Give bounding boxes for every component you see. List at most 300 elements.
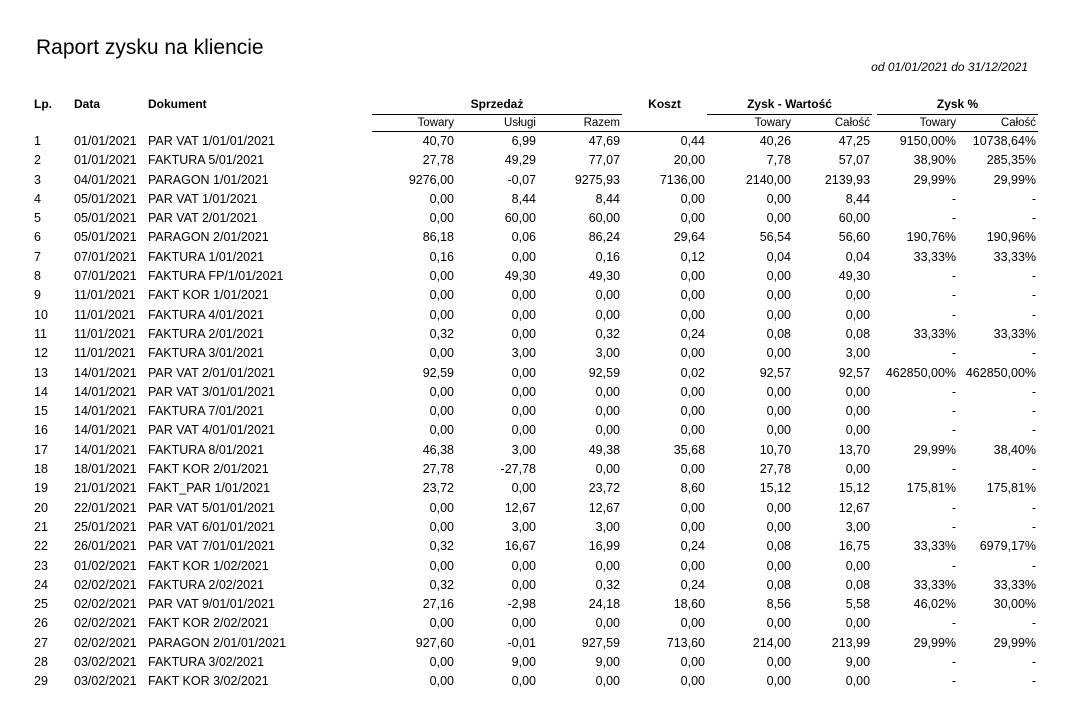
row-sales-goods: 46,38 xyxy=(422,442,454,457)
row-percent-goods: 33,33% xyxy=(913,326,957,341)
row-sales-goods: 23,72 xyxy=(422,481,454,496)
table-row xyxy=(32,151,1038,170)
row-date: 11/01/2021 xyxy=(74,307,136,322)
report-title: Raport zysku na kliencie xyxy=(36,36,264,59)
row-profit-total: 0,00 xyxy=(845,674,871,689)
row-sales-total: 8,44 xyxy=(595,191,621,206)
row-lp: 21 xyxy=(34,519,48,534)
row-profit-goods: 0,08 xyxy=(766,539,792,554)
row-profit-goods: 15,12 xyxy=(759,481,792,496)
row-percent-total: - xyxy=(1031,558,1037,573)
row-percent-total: - xyxy=(1031,307,1037,322)
row-profit-goods: 56,54 xyxy=(759,230,792,245)
row-profit-total: 0,04 xyxy=(845,249,871,264)
row-lp: 29 xyxy=(34,674,48,689)
sales-services-header: Usługi xyxy=(456,115,538,132)
row-percent-total: - xyxy=(1031,288,1037,303)
table-row xyxy=(32,479,1038,498)
row-cost: 0,00 xyxy=(680,211,706,226)
table-row xyxy=(32,383,1038,402)
row-percent-total: 6979,17% xyxy=(979,539,1037,554)
row-sales-services: 6,99 xyxy=(511,134,536,148)
row-date: 05/01/2021 xyxy=(74,191,137,206)
row-document: PAR VAT 4/01/01/2021 xyxy=(148,423,275,438)
row-sales-total: 0,00 xyxy=(595,462,621,477)
row-percent-total: 10738,64% xyxy=(972,134,1037,148)
row-cost: 0,24 xyxy=(680,539,706,554)
row-lp: 20 xyxy=(34,500,48,515)
row-sales-services: 12,67 xyxy=(504,500,536,515)
row-document: FAKT KOR 1/01/2021 xyxy=(148,288,269,303)
row-date: 18/01/2021 xyxy=(74,462,137,477)
row-cost: 0,00 xyxy=(680,288,706,303)
row-profit-total: 3,00 xyxy=(845,346,871,361)
row-document: FAKTURA 2/02/2021 xyxy=(148,577,265,592)
row-cost: 0,24 xyxy=(680,326,706,341)
percent-goods-header: Towary xyxy=(877,115,958,132)
row-profit-goods: 0,00 xyxy=(766,616,792,631)
table-row xyxy=(32,595,1038,614)
row-document: FAKTURA 4/01/2021 xyxy=(148,307,265,322)
row-date: 02/02/2021 xyxy=(74,616,137,631)
row-profit-total: 0,08 xyxy=(845,326,871,341)
row-sales-goods: 0,00 xyxy=(429,616,454,631)
row-percent-goods: 29,99% xyxy=(913,635,957,650)
row-percent-goods: - xyxy=(951,211,957,226)
row-percent-total: - xyxy=(1031,191,1037,206)
row-profit-goods: 0,00 xyxy=(766,674,792,689)
row-percent-goods: - xyxy=(951,655,957,670)
row-percent-goods: - xyxy=(951,346,957,361)
row-sales-goods: 927,60 xyxy=(415,635,454,650)
row-cost: 0,00 xyxy=(680,269,706,284)
row-sales-total: 49,30 xyxy=(588,269,621,284)
row-profit-goods: 0,00 xyxy=(766,384,792,399)
row-sales-total: 9,00 xyxy=(595,655,621,670)
row-percent-goods: - xyxy=(951,462,957,477)
row-percent-total: - xyxy=(1031,519,1037,534)
row-profit-goods: 40,26 xyxy=(759,134,792,148)
row-percent-goods: - xyxy=(951,500,957,515)
row-sales-total: 3,00 xyxy=(595,346,621,361)
table-row xyxy=(32,325,1038,344)
row-sales-total: 60,00 xyxy=(588,211,621,226)
row-lp: 28 xyxy=(34,655,48,670)
col-document-header: Dokument xyxy=(148,97,207,111)
row-percent-goods: - xyxy=(951,269,957,284)
row-sales-total: 92,59 xyxy=(588,365,621,380)
row-profit-total: 0,00 xyxy=(845,307,871,322)
row-document: PAR VAT 2/01/01/2021 xyxy=(148,365,275,380)
row-document: PARAGON 2/01/2021 xyxy=(148,230,269,245)
row-sales-goods: 27,78 xyxy=(422,153,454,168)
row-profit-goods: 2140,00 xyxy=(745,172,792,187)
row-cost: 0,24 xyxy=(680,577,706,592)
row-sales-services: 0,00 xyxy=(511,674,536,689)
profit-value-group-header: Zysk - Wartość xyxy=(707,94,872,115)
row-sales-services: 49,30 xyxy=(504,269,536,284)
table-row xyxy=(32,190,1038,209)
row-document: FAKTURA 2/01/2021 xyxy=(148,326,265,341)
profit-percent-group-header: Zysk % xyxy=(877,94,1038,115)
row-sales-total: 77,07 xyxy=(588,153,621,168)
row-cost: 0,00 xyxy=(680,519,706,534)
row-percent-total: 33,33% xyxy=(993,577,1037,592)
row-sales-total: 0,32 xyxy=(595,577,621,592)
row-profit-goods: 0,00 xyxy=(766,500,792,515)
row-percent-total: 285,35% xyxy=(986,153,1037,168)
row-date: 14/01/2021 xyxy=(74,404,137,419)
row-profit-total: 2139,93 xyxy=(824,172,871,187)
row-profit-goods: 0,00 xyxy=(766,423,792,438)
row-percent-goods: 38,90% xyxy=(913,153,957,168)
row-cost: 0,02 xyxy=(680,365,706,380)
row-date: 22/01/2021 xyxy=(74,500,137,515)
row-document: FAKT KOR 3/02/2021 xyxy=(148,674,269,689)
row-lp: 24 xyxy=(34,577,48,592)
row-sales-goods: 0,00 xyxy=(429,191,454,206)
row-document: PARAGON 2/01/01/2021 xyxy=(148,635,287,650)
row-date: 02/02/2021 xyxy=(74,635,137,650)
row-profit-total: 57,07 xyxy=(838,153,871,168)
row-date: 05/01/2021 xyxy=(74,211,137,226)
row-lp: 27 xyxy=(34,635,48,650)
row-percent-goods: - xyxy=(951,384,957,399)
row-lp: 6 xyxy=(34,230,41,245)
sales-group-header: Sprzedaż xyxy=(372,94,622,115)
table-row xyxy=(32,653,1038,672)
table-row xyxy=(32,518,1038,537)
row-percent-goods: 190,76% xyxy=(906,230,957,245)
row-sales-goods: 0,00 xyxy=(429,674,454,689)
row-profit-goods: 7,78 xyxy=(766,153,792,168)
row-document: FAKT KOR 1/02/2021 xyxy=(148,558,269,573)
row-date: 04/01/2021 xyxy=(74,172,137,187)
row-percent-goods: 46,02% xyxy=(913,597,957,612)
row-document: FAKTURA 5/01/2021 xyxy=(148,153,265,168)
row-percent-goods: 462850,00% xyxy=(885,365,957,380)
row-lp: 5 xyxy=(34,211,41,226)
cost-header: Koszt xyxy=(648,97,681,111)
row-profit-total: 0,00 xyxy=(845,384,871,399)
row-sales-services: 0,00 xyxy=(511,577,536,592)
row-sales-goods: 27,78 xyxy=(422,462,454,477)
row-sales-goods: 0,32 xyxy=(429,326,454,341)
report-period: od 01/01/2021 do 31/12/2021 xyxy=(871,60,1028,74)
row-date: 01/02/2021 xyxy=(74,558,137,573)
row-profit-goods: 0,00 xyxy=(766,191,792,206)
table-row xyxy=(32,267,1038,286)
row-lp: 14 xyxy=(34,384,48,399)
sales-total-header: Razem xyxy=(538,115,622,132)
row-document: PAR VAT 2/01/2021 xyxy=(148,211,258,226)
row-profit-total: 12,67 xyxy=(838,500,871,515)
row-document: FAKT_PAR 1/01/2021 xyxy=(148,481,271,496)
row-cost: 0,00 xyxy=(680,346,706,361)
row-percent-total: 175,81% xyxy=(986,481,1037,496)
table-row xyxy=(32,209,1038,228)
row-sales-goods: 86,18 xyxy=(422,230,454,245)
row-profit-goods: 0,00 xyxy=(766,655,792,670)
profit-goods-header: Towary xyxy=(707,115,793,132)
row-lp: 2 xyxy=(34,153,41,168)
row-profit-total: 5,58 xyxy=(845,597,871,612)
row-percent-total: 29,99% xyxy=(993,172,1037,187)
table-row xyxy=(32,614,1038,633)
row-percent-total: 38,40% xyxy=(993,442,1037,457)
row-percent-goods: 9150,00% xyxy=(899,134,957,148)
col-lp-header: Lp. xyxy=(34,97,52,111)
percent-total-header: Całość xyxy=(958,115,1038,132)
row-sales-total: 0,00 xyxy=(595,423,621,438)
row-sales-services: 60,00 xyxy=(504,211,536,226)
row-profit-total: 0,00 xyxy=(845,423,871,438)
row-sales-services: -27,78 xyxy=(500,462,536,477)
row-date: 14/01/2021 xyxy=(74,423,137,438)
row-sales-services: 3,00 xyxy=(511,442,536,457)
row-sales-total: 0,16 xyxy=(595,249,621,264)
row-profit-total: 0,08 xyxy=(845,577,871,592)
row-percent-total: - xyxy=(1031,404,1037,419)
row-sales-services: 0,00 xyxy=(511,384,536,399)
row-profit-total: 3,00 xyxy=(845,519,871,534)
row-cost: 0,00 xyxy=(680,307,706,322)
table-row xyxy=(32,402,1038,421)
table-row xyxy=(32,364,1038,383)
row-cost: 0,00 xyxy=(680,404,706,419)
row-document: PAR VAT 3/01/01/2021 xyxy=(148,384,275,399)
row-sales-services: -2,98 xyxy=(507,597,536,612)
row-sales-total: 23,72 xyxy=(588,481,621,496)
row-cost: 0,44 xyxy=(680,134,706,148)
profit-total-header: Całość xyxy=(793,115,872,132)
row-sales-services: 0,06 xyxy=(511,230,536,245)
row-profit-total: 213,99 xyxy=(831,635,871,650)
row-document: PAR VAT 1/01/2021 xyxy=(148,191,258,206)
cost-subheader xyxy=(622,115,707,132)
table-row xyxy=(32,634,1038,653)
row-lp: 26 xyxy=(34,616,48,631)
row-sales-services: 0,00 xyxy=(511,481,536,496)
row-lp: 7 xyxy=(34,249,41,264)
row-percent-goods: - xyxy=(951,558,957,573)
row-sales-total: 0,00 xyxy=(595,384,621,399)
row-sales-goods: 0,00 xyxy=(429,307,454,322)
row-sales-total: 12,67 xyxy=(588,500,621,515)
row-percent-goods: - xyxy=(951,307,957,322)
row-date: 14/01/2021 xyxy=(74,442,137,457)
row-lp: 18 xyxy=(34,462,48,477)
row-sales-goods: 0,00 xyxy=(429,269,454,284)
row-date: 07/01/2021 xyxy=(74,269,137,284)
row-profit-goods: 0,00 xyxy=(766,346,792,361)
row-profit-total: 8,44 xyxy=(845,191,871,206)
row-lp: 22 xyxy=(34,539,48,554)
row-profit-total: 60,00 xyxy=(838,211,871,226)
row-document: PAR VAT 6/01/01/2021 xyxy=(148,519,275,534)
report-table xyxy=(32,94,1038,692)
row-document: FAKTURA 1/01/2021 xyxy=(148,249,265,264)
row-profit-total: 9,00 xyxy=(845,655,871,670)
row-document: FAKT KOR 2/01/2021 xyxy=(148,462,269,477)
row-profit-total: 0,00 xyxy=(845,616,871,631)
row-cost: 0,00 xyxy=(680,191,706,206)
row-percent-total: - xyxy=(1031,500,1037,515)
row-profit-total: 0,00 xyxy=(845,462,871,477)
row-sales-goods: 0,00 xyxy=(429,655,454,670)
row-profit-total: 0,00 xyxy=(845,288,871,303)
row-sales-total: 0,00 xyxy=(595,288,621,303)
row-percent-total: - xyxy=(1031,384,1037,399)
row-profit-total: 47,25 xyxy=(838,134,871,148)
col-date-header: Data xyxy=(74,97,101,111)
row-cost: 0,00 xyxy=(680,500,706,515)
row-cost: 18,60 xyxy=(673,597,706,612)
table-row xyxy=(32,286,1038,305)
row-percent-total: 190,96% xyxy=(986,230,1037,245)
row-sales-services: 0,00 xyxy=(511,423,536,438)
row-sales-goods: 0,00 xyxy=(429,519,454,534)
row-percent-total: 33,33% xyxy=(993,249,1037,264)
row-date: 03/02/2021 xyxy=(74,655,137,670)
row-sales-goods: 27,16 xyxy=(422,597,454,612)
row-sales-total: 24,18 xyxy=(588,597,621,612)
row-percent-goods: - xyxy=(951,404,957,419)
row-cost: 0,00 xyxy=(680,616,706,631)
row-sales-services: 0,00 xyxy=(511,249,536,264)
row-document: PAR VAT 5/01/01/2021 xyxy=(148,500,275,515)
row-sales-goods: 92,59 xyxy=(422,365,454,380)
row-sales-total: 0,00 xyxy=(595,558,621,573)
row-percent-total: - xyxy=(1031,655,1037,670)
row-lp: 23 xyxy=(34,558,48,573)
row-percent-goods: - xyxy=(951,288,957,303)
row-percent-total: - xyxy=(1031,462,1037,477)
row-cost: 8,60 xyxy=(680,481,706,496)
row-document: FAKTURA 3/01/2021 xyxy=(148,346,265,361)
row-sales-goods: 0,00 xyxy=(429,211,454,226)
row-date: 01/01/2021 xyxy=(74,153,137,168)
row-date: 05/01/2021 xyxy=(74,230,137,245)
row-document: FAKTURA 3/02/2021 xyxy=(148,655,265,670)
row-sales-total: 47,69 xyxy=(588,134,621,148)
row-date: 11/01/2021 xyxy=(74,288,136,303)
row-sales-services: 0,00 xyxy=(511,288,536,303)
row-cost: 29,64 xyxy=(673,230,706,245)
row-sales-services: 0,00 xyxy=(511,404,536,419)
row-sales-total: 9275,93 xyxy=(574,172,621,187)
row-percent-goods: - xyxy=(951,423,957,438)
row-date: 26/01/2021 xyxy=(74,539,137,554)
row-profit-goods: 0,00 xyxy=(766,519,792,534)
row-sales-goods: 0,00 xyxy=(429,404,454,419)
row-percent-goods: 29,99% xyxy=(913,172,957,187)
sales-goods-header: Towary xyxy=(372,115,456,132)
row-profit-goods: 92,57 xyxy=(759,365,792,380)
row-document: FAKTURA FP/1/01/2021 xyxy=(148,269,284,284)
row-sales-total: 0,32 xyxy=(595,326,621,341)
row-sales-total: 0,00 xyxy=(595,307,621,322)
row-cost: 7136,00 xyxy=(659,172,706,187)
row-profit-total: 0,00 xyxy=(845,558,871,573)
row-sales-goods: 0,00 xyxy=(429,423,454,438)
row-cost: 0,00 xyxy=(680,655,706,670)
row-profit-goods: 0,00 xyxy=(766,307,792,322)
row-percent-total: - xyxy=(1031,211,1037,226)
row-sales-goods: 0,32 xyxy=(429,539,454,554)
row-sales-services: -0,01 xyxy=(507,635,536,650)
row-profit-total: 13,70 xyxy=(838,442,871,457)
row-document: FAKTURA 8/01/2021 xyxy=(148,442,265,457)
row-date: 02/02/2021 xyxy=(74,597,137,612)
row-percent-goods: 33,33% xyxy=(913,249,957,264)
row-profit-goods: 0,00 xyxy=(766,404,792,419)
row-lp: 13 xyxy=(34,365,48,380)
header-row xyxy=(32,94,1038,115)
row-cost: 0,12 xyxy=(680,249,706,264)
table-row xyxy=(32,248,1038,267)
table-row xyxy=(32,441,1038,460)
row-percent-total: - xyxy=(1031,616,1037,631)
row-profit-goods: 0,00 xyxy=(766,288,792,303)
table-row xyxy=(32,557,1038,576)
row-sales-total: 3,00 xyxy=(595,519,621,534)
row-date: 01/01/2021 xyxy=(74,133,137,148)
row-lp: 11 xyxy=(34,326,47,341)
row-cost: 35,68 xyxy=(673,442,706,457)
row-lp: 9 xyxy=(34,288,41,303)
row-document: PAR VAT 9/01/01/2021 xyxy=(148,597,275,612)
row-sales-total: 0,00 xyxy=(595,674,621,689)
row-profit-goods: 27,78 xyxy=(759,462,792,477)
row-cost: 713,60 xyxy=(666,635,706,650)
table-row xyxy=(32,537,1038,556)
row-percent-total: 30,00% xyxy=(993,597,1037,612)
row-profit-goods: 8,56 xyxy=(766,597,792,612)
row-sales-services: 0,00 xyxy=(511,616,536,631)
row-sales-goods: 0,32 xyxy=(429,577,454,592)
row-document: FAKT KOR 2/02/2021 xyxy=(148,616,269,631)
row-percent-total: 33,33% xyxy=(993,326,1037,341)
row-cost: 0,00 xyxy=(680,462,706,477)
row-sales-services: 0,00 xyxy=(511,307,536,322)
table-row xyxy=(32,344,1038,363)
row-profit-goods: 0,08 xyxy=(766,577,792,592)
row-sales-goods: 0,00 xyxy=(429,500,454,515)
row-date: 11/01/2021 xyxy=(74,326,136,341)
row-sales-goods: 40,70 xyxy=(422,134,454,148)
row-profit-goods: 0,08 xyxy=(766,326,792,341)
row-cost: 20,00 xyxy=(673,153,706,168)
row-sales-services: 0,00 xyxy=(511,326,536,341)
row-sales-services: 0,00 xyxy=(511,558,536,573)
row-profit-goods: 0,00 xyxy=(766,558,792,573)
row-document: PAR VAT 7/01/01/2021 xyxy=(148,539,275,554)
row-document: FAKTURA 7/01/2021 xyxy=(148,404,265,419)
row-lp: 16 xyxy=(34,423,48,438)
row-profit-total: 0,00 xyxy=(845,404,871,419)
row-profit-goods: 0,00 xyxy=(766,269,792,284)
table-row xyxy=(32,460,1038,479)
row-sales-goods: 0,00 xyxy=(429,384,454,399)
row-lp: 3 xyxy=(34,172,41,187)
row-sales-services: -0,07 xyxy=(507,172,536,187)
row-profit-total: 16,75 xyxy=(838,539,871,554)
row-profit-total: 92,57 xyxy=(838,365,871,380)
row-sales-goods: 9276,00 xyxy=(408,172,454,187)
row-percent-total: - xyxy=(1031,269,1037,284)
row-sales-total: 86,24 xyxy=(588,230,621,245)
